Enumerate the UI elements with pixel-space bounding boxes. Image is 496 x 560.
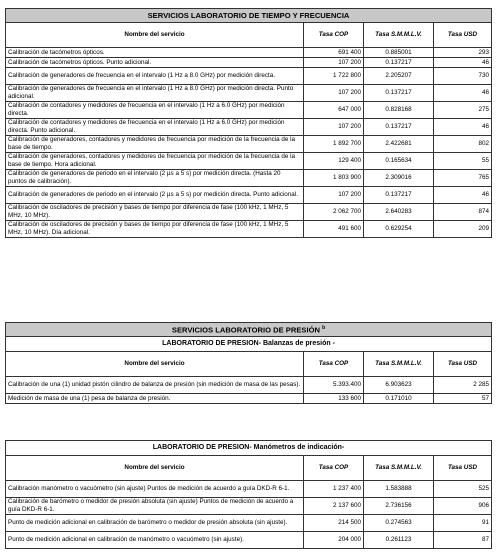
rate-cop: 129 400 [304, 153, 364, 170]
rate-smmlv: 0.274563 [364, 515, 434, 532]
table-row [6, 481, 492, 498]
rate-smmlv: 0.137217 [364, 187, 434, 204]
service-name: Calibración de tacómetros ópticos. Punto adicional. [6, 58, 304, 68]
rate-usd: 46 [434, 58, 492, 68]
col-header-smmlv: Tasa S.M.M.L.V. [364, 352, 434, 377]
rate-cop: 647 000 [304, 102, 364, 119]
service-name: Calibración de tacómetros ópticos. [6, 48, 304, 58]
col-header-name: Nombre del servicio [6, 352, 304, 377]
col-header-smmlv: Tasa S.M.M.L.V. [364, 23, 434, 48]
service-name: Calibración de generadores, contadores y medidores de frecuencia por medición de la frecuencia de la base de tiempo. Hora adicional. [6, 153, 304, 170]
rate-smmlv: 6.903623 [364, 377, 434, 394]
rate-smmlv: 1.583888 [364, 481, 434, 498]
rate-usd: 46 [434, 187, 492, 204]
service-name: Calibración manómetro o vacuómetro (sin ajuste) Puntos de medición de acuerdo a guía DKD-R 6-1. [6, 481, 304, 498]
rate-usd: 525 [434, 481, 492, 498]
service-name: Calibración de contadores y medidores de frecuencia en el intervalo (1 Hz a 6.0 GHz) por medición directa. [6, 102, 304, 119]
service-name: Calibración de generadores, contadores y medidores de frecuencia por medición de la frecuencia de la base de tiempo. [6, 136, 304, 153]
service-name: Punto de medición adicional en calibración de barómetro o medidor de presión absoluta (sin ajuste). [6, 515, 304, 532]
service-name: Calibración de contadores y medidores de frecuencia en el intervalo (1 Hz a 6.0 GHz) por medición directa. Punto adicional. [6, 119, 304, 136]
rate-smmlv: 0.137217 [364, 85, 434, 102]
table-title [6, 323, 492, 337]
table-row [6, 170, 492, 187]
col-header-usd: Tasa USD [434, 456, 492, 481]
rate-usd: 2 285 [434, 377, 492, 394]
col-header-usd: Tasa USD [434, 352, 492, 377]
rate-usd: 87 [434, 532, 492, 549]
rate-usd: 46 [434, 85, 492, 102]
footnote-marker: b [322, 325, 326, 332]
service-name: Punto de medición adicional en calibración de manómetro o vacuómetro (sin ajuste). [6, 532, 304, 549]
rate-smmlv: 2.640283 [364, 204, 434, 221]
table-row [6, 85, 492, 102]
rate-usd: 275 [434, 102, 492, 119]
rate-smmlv: 0.629254 [364, 221, 434, 238]
rate-smmlv: 0.171010 [364, 394, 434, 404]
table-row [6, 377, 492, 394]
col-header-usd: Tasa USD [434, 23, 492, 48]
service-name: Calibración de generadores de frecuencia en el intervalo (1 Hz a 8.0 GHz) por medición directa. Punto adicional. [6, 85, 304, 102]
rate-cop: 1 237 400 [304, 481, 364, 498]
rate-usd: 802 [434, 136, 492, 153]
table-presion [5, 322, 492, 404]
service-name: Calibración de generadores de frecuencia en el intervalo (1 Hz a 8.0 GHz) por medición directa. [6, 68, 304, 85]
table-row [6, 187, 492, 204]
service-name: Calibración de una (1) unidad pistón cilindro de balanza de presión (sin medición de masa de las pesas). [6, 377, 304, 394]
rate-smmlv: 0.261123 [364, 532, 434, 549]
col-header-name: Nombre del servicio [6, 23, 304, 48]
rate-usd: 730 [434, 68, 492, 85]
col-header-cop: Tasa COP [304, 23, 364, 48]
table-row [6, 221, 492, 238]
rate-smmlv: 2.736156 [364, 498, 434, 515]
rate-usd: 293 [434, 48, 492, 58]
table-manometros [5, 440, 492, 549]
rate-smmlv: 0.885001 [364, 48, 434, 58]
table-title: SERVICIOS LABORATORIO DE TIEMPO Y FRECUENCIA [6, 9, 492, 23]
rate-smmlv: 2.309016 [364, 170, 434, 187]
rate-usd: 46 [434, 119, 492, 136]
table-row [6, 532, 492, 549]
rate-cop: 107 200 [304, 187, 364, 204]
rate-cop: 214 500 [304, 515, 364, 532]
service-name: Medición de masa de una (1) pesa de balanza de presión. [6, 394, 304, 404]
table-row [6, 58, 492, 68]
rate-cop: 2 062 700 [304, 204, 364, 221]
rate-cop: 1 722 800 [304, 68, 364, 85]
rate-smmlv: 0.165634 [364, 153, 434, 170]
rate-cop: 5.393.400 [304, 377, 364, 394]
table-row [6, 498, 492, 515]
rate-usd: 55 [434, 153, 492, 170]
table-row [6, 153, 492, 170]
service-name: Calibración de generadores de periodo en el intervalo (2 µs a 5 s) por medición directa. Punto adicional. [6, 187, 304, 204]
rate-cop: 204 000 [304, 532, 364, 549]
rate-usd: 906 [434, 498, 492, 515]
table-row [6, 68, 492, 85]
rate-cop: 2 137 600 [304, 498, 364, 515]
rate-cop: 1 803 900 [304, 170, 364, 187]
section-heading-manometros: LABORATORIO DE PRESION- Manómetros de indicación- [6, 441, 492, 456]
rate-cop: 691 400 [304, 48, 364, 58]
rate-cop: 133 600 [304, 394, 364, 404]
rate-smmlv: 0.828168 [364, 102, 434, 119]
table-row [6, 48, 492, 58]
table-row [6, 102, 492, 119]
col-header-cop: Tasa COP [304, 352, 364, 377]
rate-usd: 209 [434, 221, 492, 238]
rate-usd: 57 [434, 394, 492, 404]
rate-usd: 874 [434, 204, 492, 221]
col-header-smmlv: Tasa S.M.M.L.V. [364, 456, 434, 481]
col-header-cop: Tasa COP [304, 456, 364, 481]
col-header-name: Nombre del servicio [6, 456, 304, 481]
table-tiempo-frecuencia [5, 8, 492, 238]
service-name: Calibración de barómetro o medidor de presión absoluta (sin ajuste) Puntos de medición de acuerdo a guía DKD-R 6-1. [6, 498, 304, 515]
table-row [6, 394, 492, 404]
rate-smmlv: 2.205207 [364, 68, 434, 85]
rate-cop: 107 200 [304, 85, 364, 102]
section-heading-balanzas: LABORATORIO DE PRESION- Balanzas de presión - [6, 337, 492, 352]
rate-smmlv: 0.137217 [364, 58, 434, 68]
rate-smmlv: 2.422681 [364, 136, 434, 153]
table-row [6, 515, 492, 532]
service-name: Calibración de osciladores de precisión y bases de tiempo por diferencia de fase (100 kHz, 1 MHz, 5 MHz, 10 MHz). [6, 204, 304, 221]
rate-usd: 91 [434, 515, 492, 532]
table-title-text: SERVICIOS LABORATORIO DE PRESIÓN [171, 325, 320, 335]
rate-cop: 107 200 [304, 119, 364, 136]
rate-smmlv: 0.137217 [364, 119, 434, 136]
service-name: Calibración de generadores de periodo en el intervalo (2 µs a 5 s) por medición directa. (Hasta 20 puntos de calibración). [6, 170, 304, 187]
table-row [6, 136, 492, 153]
table-row [6, 119, 492, 136]
rate-usd: 765 [434, 170, 492, 187]
table-row [6, 204, 492, 221]
rate-cop: 1 892 700 [304, 136, 364, 153]
service-name: Calibración de osciladores de precisión y bases de tiempo por diferencia de fase (100 kHz, 1 MHz, 5 MHz, 10 MHz). Día adicional. [6, 221, 304, 238]
rate-cop: 491 600 [304, 221, 364, 238]
rate-cop: 107 200 [304, 58, 364, 68]
